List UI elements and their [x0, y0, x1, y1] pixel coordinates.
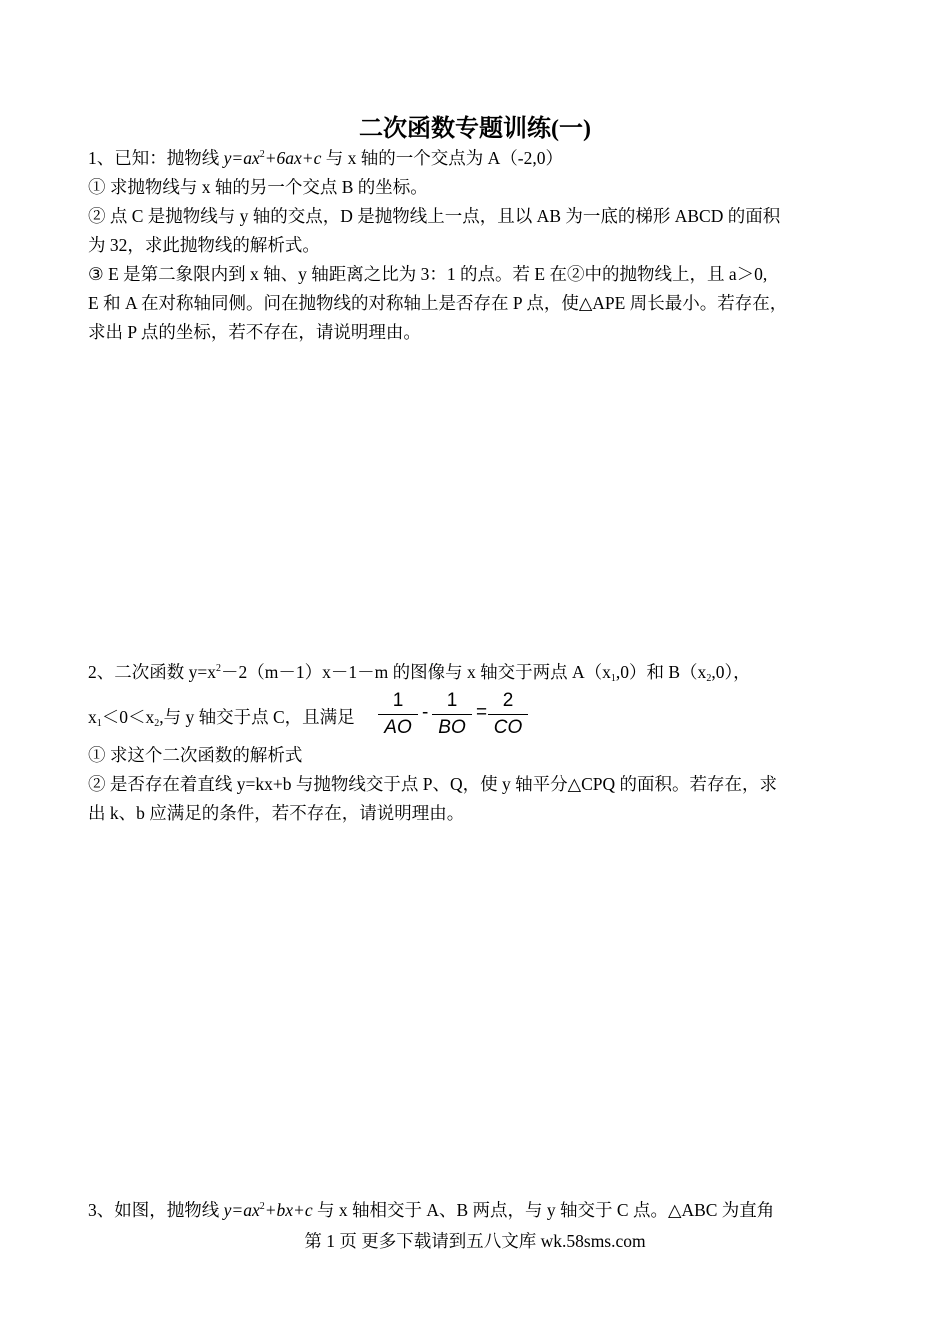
q1-intro-tail: 与 x 轴的一个交点为 A（-2,0）	[321, 148, 563, 168]
fraction-numerator: 2	[502, 690, 514, 711]
q3-equation-rest: +bx+c	[264, 1200, 313, 1220]
q3-line1	[88, 1198, 774, 1222]
fraction-numerator: 1	[392, 690, 404, 711]
page-footer: 第 1 页 更多下载请到五八文库 wk.58sms.com	[304, 1231, 646, 1251]
fraction-denominator: AO	[384, 717, 412, 738]
fraction-denominator: BO	[438, 717, 466, 738]
q2-text-b: －2（m－1）x－1－m 的图像与 x 轴交于两点 A（x	[221, 662, 611, 682]
q3-equation-exponent: 2	[259, 1201, 265, 1212]
q1-equation-y: y=ax	[223, 148, 260, 168]
fraction-numerator: 1	[446, 690, 458, 711]
fraction-1-over-bo	[432, 690, 472, 739]
q2-subscript-2: 2	[706, 673, 712, 684]
fraction-2-over-co	[488, 690, 528, 739]
q3-intro-tail: 与 x 轴相交于 A、B 两点，与 y 轴交于 C 点。△ABC 为直角	[312, 1200, 775, 1220]
q1-part2: ② 点 C 是抛物线与 y 轴的交点，D 是抛物线上一点，且以 AB 为一底的梯形 ABCD 的面积	[88, 206, 781, 226]
fraction-bar	[432, 714, 472, 715]
q2-part2-cont: 出 k、b 应满足的条件，若不存在，请说明理由。	[88, 803, 465, 823]
q1-part2-cont: 为 32，求此抛物线的解析式。	[88, 235, 320, 255]
q3-intro: 3、如图，抛物线	[88, 1200, 224, 1220]
equals-sign: =	[476, 702, 488, 723]
q1-equation-exponent: 2	[259, 149, 265, 160]
q2-subscript-1: 1	[610, 673, 616, 684]
q1-part3-cont: E 和 A 在对称轴同侧。问在抛物线的对称轴上是否存在 P 点，使△APE 周长最小。若存在，	[88, 293, 788, 313]
q2-x: x	[88, 707, 97, 727]
fraction-denominator: CO	[493, 717, 523, 738]
q1-part3: ③ E 是第二象限内到 x 轴、y 轴距离之比为 3：1 的点。若 E 在②中的抛物线上，且 a＞0,	[88, 264, 768, 284]
q2-part1: ① 求这个二次函数的解析式	[88, 745, 303, 765]
q2-text-a: 2、二次函数 y=x	[88, 662, 216, 682]
q1-part3-end: 求出 P 点的坐标，若不存在，请说明理由。	[88, 322, 421, 342]
q2-x-sub2: 2	[154, 718, 160, 729]
q1-equation-rest: +6ax+c	[264, 148, 322, 168]
q2-line1	[88, 660, 751, 684]
q3-equation-y: y=ax	[223, 1200, 260, 1220]
fraction-1-over-ao	[378, 690, 418, 739]
page-title: 二次函数专题训练(一)	[359, 116, 591, 142]
fraction-bar	[378, 714, 418, 715]
q1-line1	[88, 146, 563, 170]
q2-text-c: ,0）和 B（x	[615, 662, 707, 682]
q1-part1: ① 求抛物线与 x 轴的另一个交点 B 的坐标。	[88, 177, 428, 197]
q1-intro: 1、已知：抛物线	[88, 148, 224, 168]
q2-x-sub1: 1	[96, 718, 102, 729]
minus-sign: -	[422, 702, 429, 723]
q2-part2: ② 是否存在着直线 y=kx+b 与抛物线交于点 P、Q，使 y 轴平分△CPQ 的面积。若存在，求	[88, 774, 777, 794]
q2-inequality: ＜0＜x	[101, 707, 155, 727]
q2-condition-text: ,与 y 轴交于点 C，且满足	[159, 707, 355, 727]
fraction-bar	[488, 714, 528, 715]
q2-condition-lead	[88, 704, 355, 729]
q2-exponent: 2	[216, 663, 221, 674]
q2-text-d: ,0），	[711, 662, 751, 682]
